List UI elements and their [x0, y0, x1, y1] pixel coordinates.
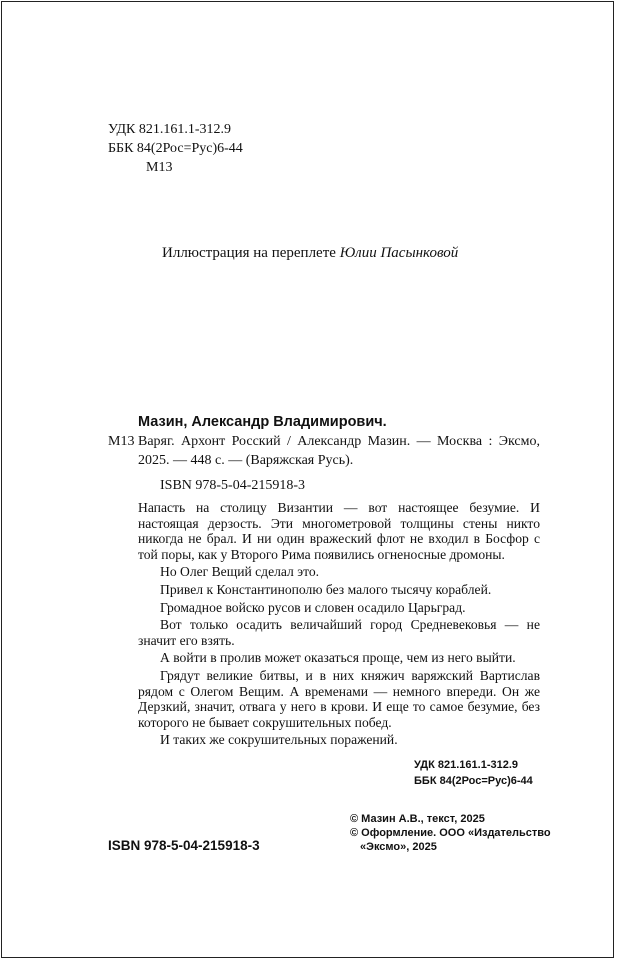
annotation-paragraph: Напасть на столицу Византии — вот настоящее безумие. И настоящая дерзость. Эти многометровой толщины стены никто никогда не брал. И ни один вражеский флот не входил в Босфор с той поры, как у Второго Рима появились огненосные дромоны.: [138, 500, 540, 562]
copyright-publisher: «Эксмо», 2025: [360, 841, 437, 853]
bottom-classification: [414, 757, 533, 789]
illustration-artist: Юлии Пасынковой: [339, 245, 459, 261]
card-author: Мазин, Александр Владимирович.: [138, 414, 387, 430]
annotation-paragraph: Грядут великие битвы, и в них княжич варяжский Вартислав рядом с Олегом Вещим. А временами — немного впереди. Он же Дерзкий, значит, отвага у него в крови. И еще то самое безумие, без которого не бывает сокрушительных побед.: [138, 667, 540, 730]
annotation-paragraph: Но Олег Вещий сделал это.: [160, 564, 320, 580]
annotation-paragraph: Привел к Константинополю без малого тысячу кораблей.: [160, 581, 492, 597]
illustration-credit: [162, 245, 458, 262]
card-author-mark: М13: [108, 434, 135, 449]
bottom-bbk: ББК 84(2Рос=Рус)6-44: [414, 775, 533, 787]
copyright-text: © Мазин А.В., текст, 2025: [350, 813, 485, 825]
copyright-block: [350, 812, 551, 854]
illustration-prefix: Иллюстрация на переплете: [162, 245, 340, 261]
annotation-paragraph: И таких же сокрушительных поражений.: [160, 732, 398, 748]
annotation: [138, 500, 540, 750]
catalog-card: [108, 413, 540, 495]
bottom-udk: УДК 821.161.1-312.9: [414, 759, 519, 771]
card-isbn: ISBN 978-5-04-215918-3: [160, 478, 306, 493]
author-mark: М13: [146, 160, 173, 175]
copyright-design: © Оформление. ООО «Издательство: [350, 827, 551, 839]
udk-code: УДК 821.161.1-312.9: [108, 122, 232, 137]
annotation-paragraph: Вот только осадить величайший город Средневековья — не значит его взять.: [138, 617, 540, 648]
annotation-paragraph: Громадное войско русов и словен осадило Царьград.: [160, 599, 466, 615]
card-row: [108, 432, 540, 470]
annotation-paragraph: А войти в пролив может оказаться проще, чем из него выйти.: [160, 650, 516, 666]
card-description: Варяг. Архонт Росский / Александр Мазин. — Москва : Эксмо, 2025. — 448 с. — (Варяжская Русь).: [138, 434, 540, 468]
bbk-code: ББК 84(2Рос=Рус)6-44: [108, 141, 243, 156]
classification-block: [108, 120, 243, 177]
isbn-bottom: ISBN 978-5-04-215918-3: [108, 838, 260, 853]
